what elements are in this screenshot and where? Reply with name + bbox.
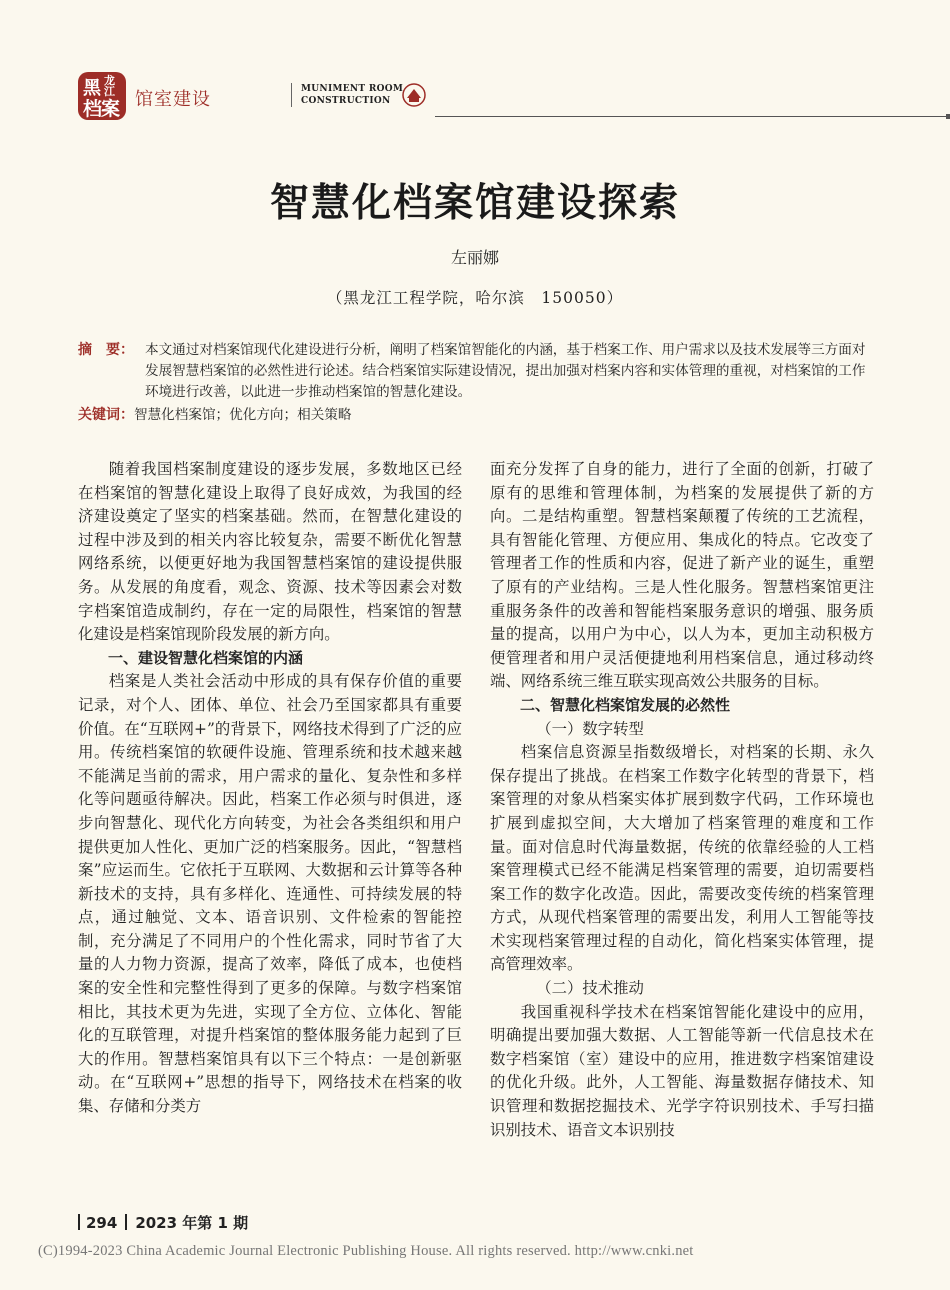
journal-logo	[78, 72, 126, 120]
body-paragraph: 随着我国档案制度建设的逐步发展，多数地区已经在档案馆的智慧化建设上取得了良好成效，为我国的经济建设奠定了坚实的档案基础。然而，在智慧化建设的过程中涉及到的相关内容比较复杂，需要不断优化智慧网络系统，以便更好地为我国智慧档案馆的建设提供服务。从发展的角度看，观念、资源、技术等因素会对数字档案馆造成制约，存在一定的局限性，档案馆的智慧化建设是档案馆现阶段发展的新方向。	[78, 460, 462, 644]
body-column-right	[490, 458, 874, 1142]
body-column-left	[78, 458, 462, 1119]
body-paragraph: 档案是人类社会活动中形成的具有保存价值的重要记录，对个人、团体、单位、社会乃至国家都具有重要价值。在“互联网+”的背景下，网络技术得到了广泛的应用。传统档案馆的软硬件设施、管理系统和技术越来越不能满足当前的需求，用户需求的量化、复杂性和多样化等问题亟待解决。因此，档案工作必须与时俱进，逐步向智慧化、现代化方向转变，为社会各类组织和用户提供更加人性化、更加广泛的档案服务。因此，“智慧档案”应运而生。它依托于互联网、大数据和云计算等各种新技术的支持，具有多样化、连通性、可持续发展的特点，通过触觉、文本、语音识别、文件检索的智能控制，充分满足了不同用户的个性化需求，同时节省了大量的人力物力资源，提高了效率，降低了成本，也使档案的安全性和完整性得到了更多的保障。与数字档案馆相比，其技术更为先进，实现了全方位、立体化、智能化的互联管理，对提升档案馆的整体服务能力起到了巨大的作用。智慧档案馆具有以下三个特点：一是创新驱动。在“互联网+”思想的指导下，网络技术在档案的收集、存储和分类方	[78, 672, 462, 1116]
logo-char-side: 龙江	[104, 74, 115, 98]
section-en-line1: MUNIMENT ROOM	[301, 84, 404, 94]
footer-bar	[78, 1214, 80, 1230]
subsection-heading-2: （二）技术推动	[536, 979, 644, 998]
page-footer	[78, 1212, 248, 1233]
journal-header	[78, 72, 873, 118]
section-heading-2: 二、智慧化档案馆发展的必然性	[520, 695, 731, 714]
abstract-label: 摘 要：	[78, 342, 134, 358]
abstract-text: 本文通过对档案馆现代化建设进行分析，阐明了档案馆智能化的内涵，基于档案工作、用户需求以及技术发展等三方面对发展智慧档案馆的必然性进行论述。结合档案馆实际建设情况，提出加强对档案内容和实体管理的重视，对档案馆的工作环境进行改善，以此进一步推动档案馆的智慧化建设。	[145, 342, 866, 400]
section-heading-1: 一、建设智慧化档案馆的内涵	[108, 648, 304, 667]
section-en-line2: CONSTRUCTION	[301, 96, 391, 106]
article-title: 智慧化档案馆建设探索	[269, 181, 680, 226]
issue-label: 2023 年第 1 期	[135, 1214, 249, 1232]
building-emblem-icon	[402, 83, 426, 107]
abstract	[78, 340, 874, 403]
article-author: 左丽娜	[450, 248, 499, 267]
copyright-notice: (C)1994-2023 China Academic Journal Electronic Publishing House. All rights reserved. http://www.cnki.net	[38, 1243, 694, 1259]
logo-char-bottom: 档案	[83, 98, 120, 120]
header-rule-end	[946, 114, 950, 119]
keywords-label: 关键词：	[78, 407, 134, 423]
section-name-english	[301, 83, 403, 107]
body-paragraph: 面充分发挥了自身的能力，进行了全面的创新，打破了原有的思维和管理体制，为档案的发展提供了新的方向。二是结构重塑。智慧档案颠覆了传统的工艺流程，具有智能化管理、方便应用、集成化的特点。它改变了管理者工作的性质和内容，促进了新产业的诞生，重塑了原有的产业结构。三是人性化服务。智慧档案馆更注重服务条件的改善和智能档案服务意识的增强、服务质量的提高，以用户为中心，以人为本，更加主动积极方便管理者和用户灵活便捷地利用档案信息，通过移动终端、网络系统三维互联实现高效公共服务的目标。	[490, 460, 874, 691]
keywords-text: 智慧化档案馆；优化方向；相关策略	[134, 407, 352, 423]
subsection-heading-1: （一）数字转型	[536, 719, 644, 738]
author-affiliation: （黑龙江工程学院，哈尔滨 150050）	[326, 289, 624, 307]
page-number: 294	[86, 1214, 118, 1232]
section-name: 馆室建设	[135, 89, 211, 110]
header-rule	[435, 116, 946, 117]
keywords	[78, 405, 874, 426]
logo-char-top: 黑	[83, 78, 101, 99]
body-paragraph: 我国重视科学技术在档案馆智能化建设中的应用，明确提出要加强大数据、人工智能等新一代信息技术在数字档案馆（室）建设中的应用，推进数字档案馆建设的优化升级。此外，人工智能、海量数据存储技术、知识管理和数据挖掘技术、光学字符识别技术、手写扫描识别技术、语音文本识别技	[490, 1002, 874, 1139]
header-divider	[291, 83, 292, 107]
footer-bar	[125, 1214, 127, 1230]
body-paragraph: 档案信息资源呈指数级增长，对档案的长期、永久保存提出了挑战。在档案工作数字化转型的背景下，档案管理的对象从档案实体扩展到数字代码，工作环境也扩展到虚拟空间，大大增加了档案管理的难度和工作量。面对信息时代海量数据，传统的依靠经验的人工档案管理模式已经不能满足档案管理的需要，迫切需要档案工作的数字化改造。因此，需要改变传统的档案管理方式，从现代档案管理的需要出发，利用人工智能等技术实现档案管理过程的自动化，简化档案实体管理，提高管理效率。	[490, 743, 874, 974]
